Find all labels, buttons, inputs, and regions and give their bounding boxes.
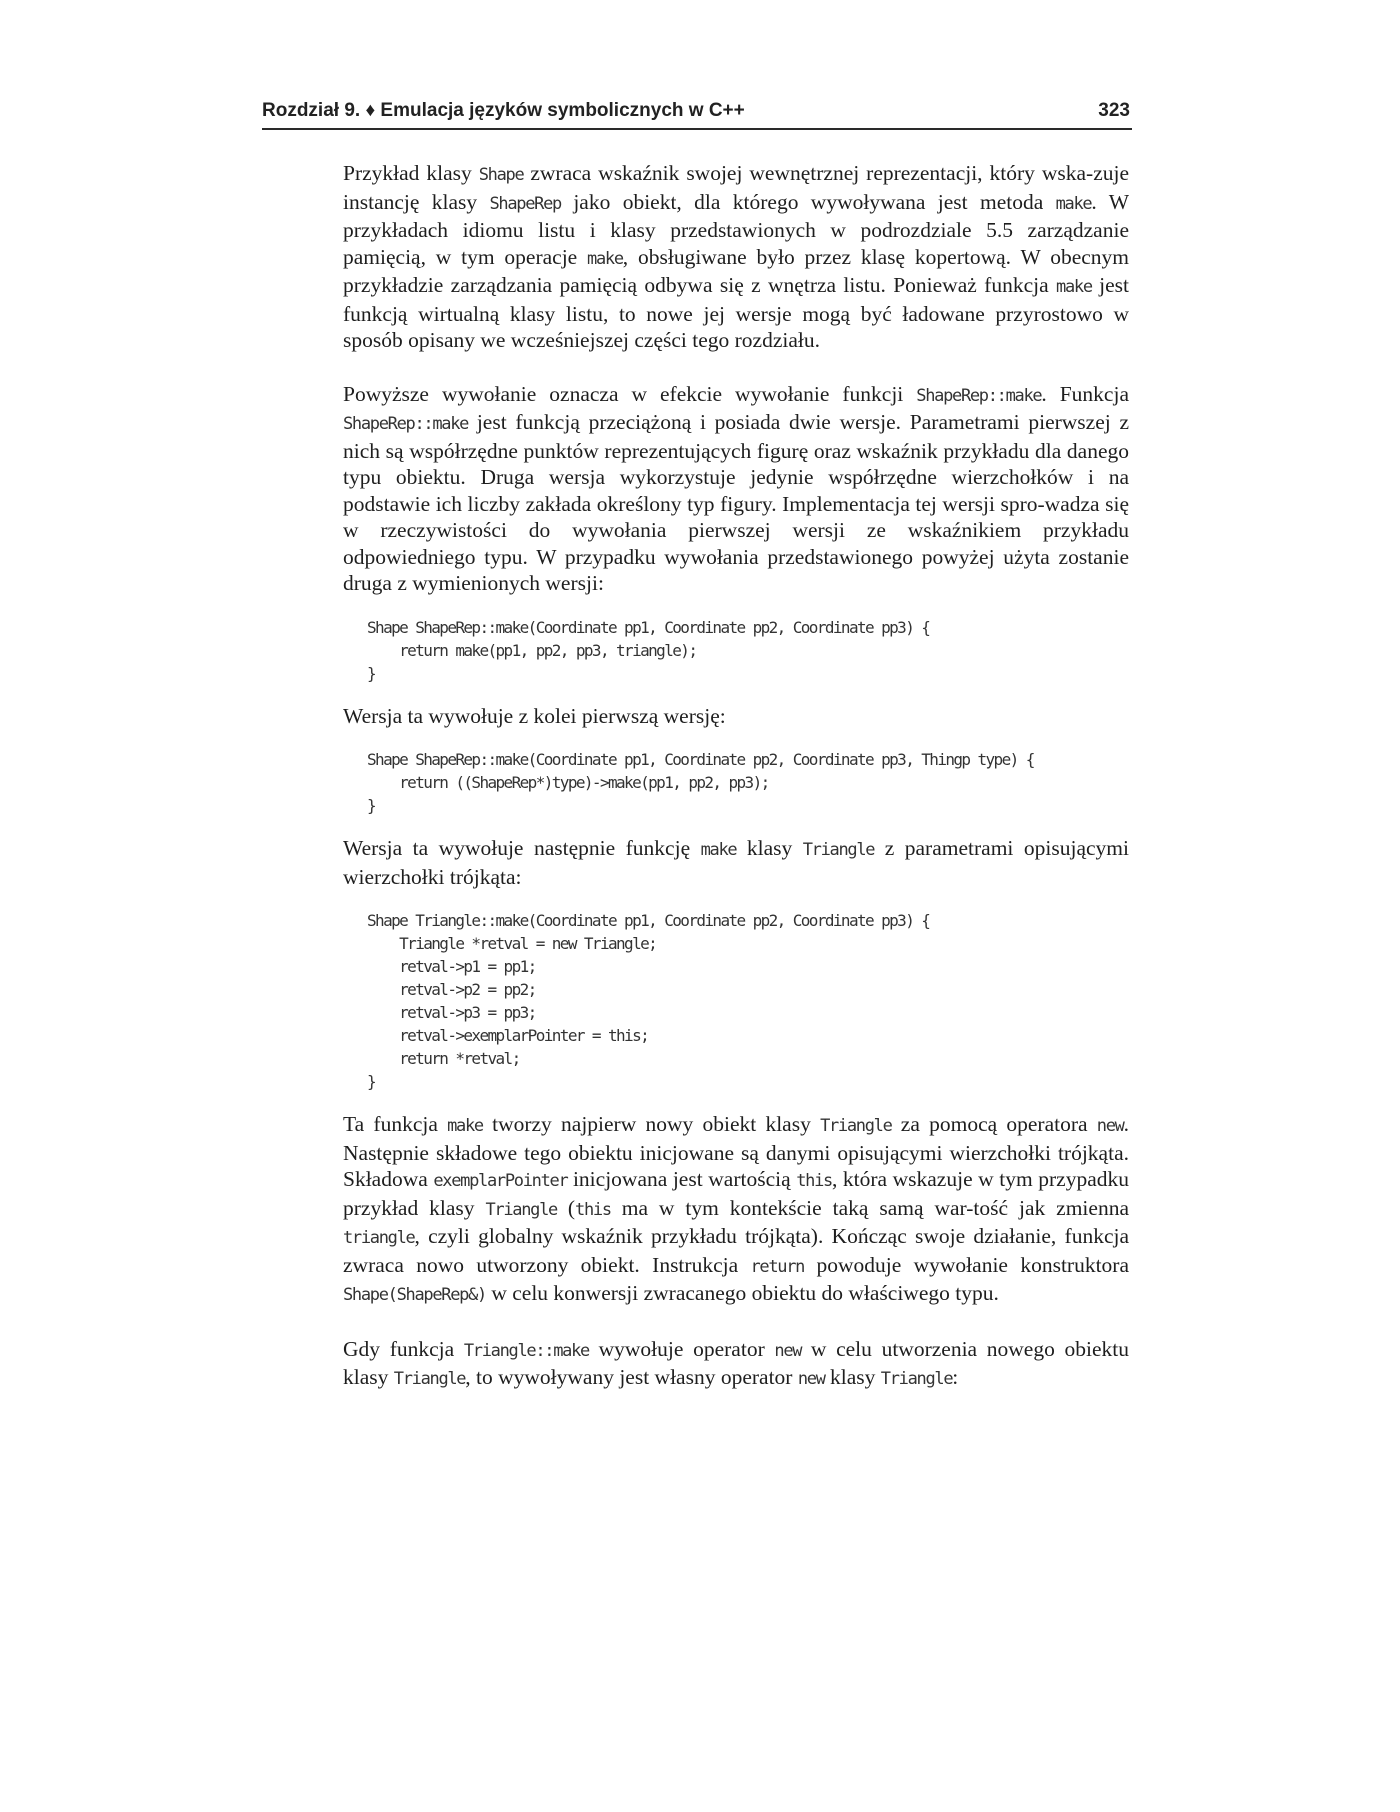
text: wywołuje operator xyxy=(588,1336,775,1361)
paragraph-3 xyxy=(343,703,1129,730)
inline-code: new xyxy=(797,1369,825,1389)
inline-code: make xyxy=(447,1116,483,1136)
text: w celu konwersji zwracanego obiektu do właściwego typu. xyxy=(485,1281,999,1305)
text: klasy xyxy=(824,1365,881,1389)
text: Ta funkcja xyxy=(343,1112,448,1136)
text: Wersja ta wywołuje z kolei pierwszą wersję: xyxy=(343,703,726,728)
text: jako obiekt, dla którego wywoływana jest metoda xyxy=(560,189,1056,214)
inline-code: Shape xyxy=(478,165,524,185)
inline-code: ShapeRep xyxy=(489,193,561,214)
text: ma w tym kontekście taką samą war-tość jak zmienna xyxy=(610,1195,1129,1220)
code-listing-2: Shape ShapeRep::make(Coordinate pp1, Coordinate pp2, Coordinate pp3, Thingp type) { return ((ShapeRep*)type)->make(pp1, pp2, pp3); } xyxy=(367,750,1034,815)
text: Wersja ta wywołuje następnie funkcję xyxy=(343,836,701,860)
text: , to wywoływany jest własny operator xyxy=(465,1365,798,1389)
page-number: 323 xyxy=(1098,100,1130,121)
code-listing-3: Shape Triangle::make(Coordinate pp1, Coordinate pp2, Coordinate pp3) { Triangle *retval = new Triangle; retval->p1 = pp1; retval->p2 = pp2; retval->p3 = pp3; retval->exemplarPointer = this; return *retval; } xyxy=(367,911,930,1091)
paragraph-6 xyxy=(343,1336,1129,1393)
inline-code: make xyxy=(1055,193,1092,214)
inline-code: make xyxy=(1056,277,1092,297)
text: , czyli globalny wskaźnik przykładu trójkąta). Kończąc swoje działanie, funkcja zwraca nowo utworzony obiekt. Instrukcja xyxy=(343,1224,1129,1277)
code-listing-1: Shape ShapeRep::make(Coordinate pp1, Coordinate pp2, Coordinate pp3) { return make(pp1, pp2, pp3, triangle); } xyxy=(367,617,930,683)
text: z parametrami opisującymi wierzchołki trójkąta: xyxy=(343,836,1129,889)
text: Gdy funkcja xyxy=(343,1336,464,1361)
inline-code: new xyxy=(774,1340,802,1361)
text: jest funkcją wirtualną klasy listu, to nowe jej wersje mogą być ładowane przyrostowo w sposób opisany we wcześniejszej części tego rozdziału. xyxy=(343,273,1129,352)
inline-code: this xyxy=(575,1199,611,1220)
running-header xyxy=(262,98,1132,130)
text: w celu utworzenia nowego obiektu klasy xyxy=(343,1336,1130,1389)
paragraph-1 xyxy=(343,160,1129,354)
text: . Funkcja xyxy=(1041,381,1129,406)
text: . Następnie składowe tego obiektu inicjowane są danymi opisującymi wierzchołki trójkąta. Składowa xyxy=(343,1112,1129,1191)
text: : xyxy=(952,1365,959,1389)
text: za pomocą operatora xyxy=(891,1112,1097,1136)
paragraph-2 xyxy=(343,381,1129,597)
text: klasy xyxy=(736,836,803,860)
inline-code: Triangle xyxy=(393,1369,466,1389)
paragraph-4 xyxy=(343,835,1129,890)
inline-code: Triangle xyxy=(802,840,875,860)
paragraph-5 xyxy=(343,1111,1129,1309)
inline-code: Triangle xyxy=(820,1116,892,1136)
inline-code: Shape(ShapeRep&) xyxy=(343,1285,486,1305)
inline-code: ShapeRep::make xyxy=(343,414,469,434)
inline-code: Triangle xyxy=(485,1199,557,1220)
text: inicjowana jest wartością xyxy=(567,1167,797,1191)
text: . W przykładach idiomu listu i klasy przedstawionych w podrozdziale 5.5 zarządzanie pamięcią, w tym operacje xyxy=(343,189,1129,269)
text: jest funkcją przeciążoną i posiada dwie wersje. Parametrami pierwszej z nich są współrzędne punktów reprezentujących figurę oraz wskaźnik przykładu dla danego typu obiektu. Druga wersja wykorzystuje jedynie współrzędne wierzchołków i na podstawie ich liczby zakłada określony typ figury. Implementacja tej wersji spro-wadza się w rzeczywistości do wywołania pierwszej wersji ze wskaźnikiem przykładu odpowiedniego typu. W przypadku wywołania przedstawionego powyżej użyta zostanie druga z wymienionych wersji: xyxy=(343,410,1129,595)
inline-code: Triangle xyxy=(880,1369,953,1389)
text: Powyższe wywołanie oznacza w efekcie wywołanie funkcji xyxy=(343,381,917,406)
text: powoduje wywołanie konstruktora xyxy=(804,1252,1130,1277)
inline-code: make xyxy=(700,840,737,860)
text: zwraca wskaźnik swojej wewnętrznej reprezentacji, który wska-zuje instancję klasy xyxy=(343,161,1129,214)
text: , obsługiwane było przez klasę kopertową. W obecnym przykładzie zarządzania pamięcią odbywa się z wnętrza listu. Ponieważ funkcja xyxy=(343,244,1129,297)
text: , która wskazuje w tym przypadku przykład klasy xyxy=(343,1167,1130,1220)
page-body xyxy=(343,160,1129,1420)
inline-code: ShapeRep::make xyxy=(916,385,1042,406)
inline-code: triangle xyxy=(343,1228,415,1248)
text: tworzy najpierw nowy obiekt klasy xyxy=(482,1112,821,1136)
inline-code: this xyxy=(796,1171,832,1191)
chapter-title: Rozdział 9. ♦ Emulacja języków symbolicznych w C++ xyxy=(262,100,745,121)
inline-code: exemplarPointer xyxy=(433,1171,568,1191)
inline-code: new xyxy=(1096,1116,1124,1136)
inline-code: make xyxy=(587,248,623,269)
text: Przykład klasy xyxy=(343,161,479,185)
inline-code: return xyxy=(750,1256,805,1277)
inline-code: Triangle::make xyxy=(463,1340,589,1361)
text: ( xyxy=(556,1195,576,1220)
